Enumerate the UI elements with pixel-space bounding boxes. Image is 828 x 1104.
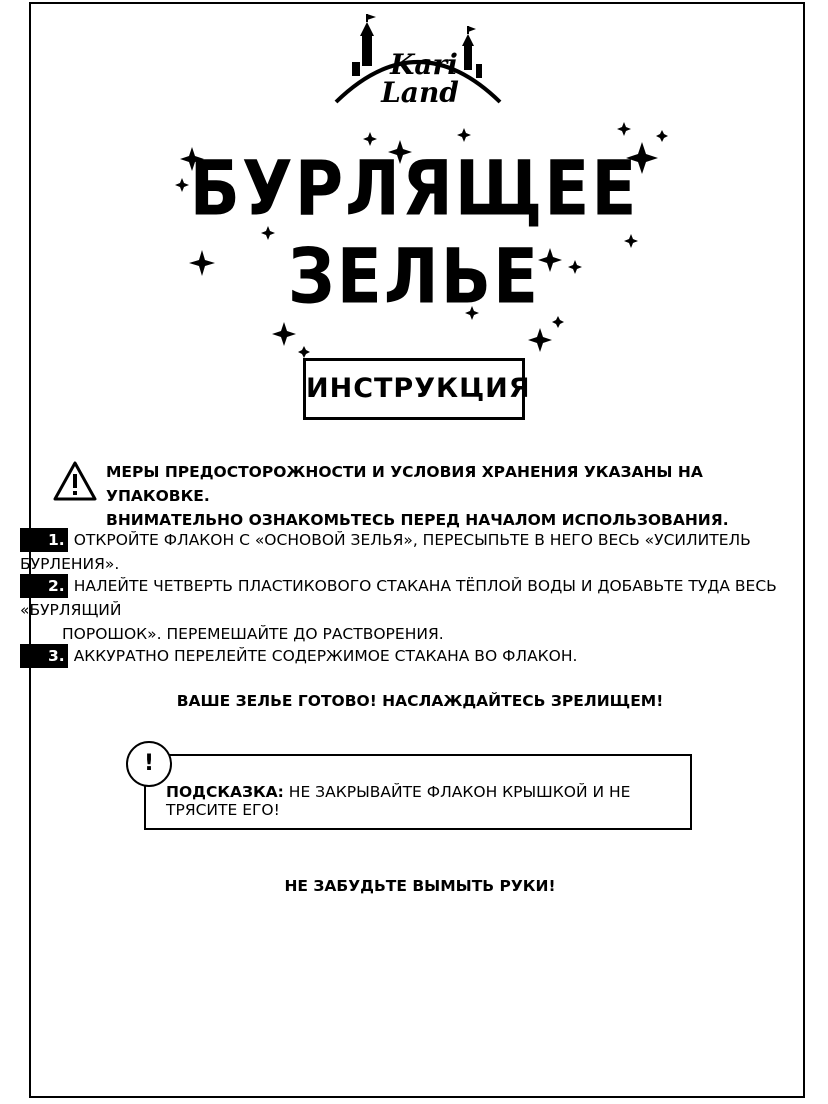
step-text: ОТКРОЙТЕ ФЛАКОН С «ОСНОВОЙ ЗЕЛЬЯ», ПЕРЕСЫПЬТЕ В НЕГО ВЕСЬ «УСИЛИТЕЛЬ БУРЛЕНИЯ».: [20, 531, 751, 573]
tip-text: [166, 783, 686, 819]
step-text-continued: ПОРОШОК». ПЕРЕМЕШАЙТЕ ДО РАСТВОРЕНИЯ.: [62, 625, 444, 643]
step-text: НАЛЕЙТЕ ЧЕТВЕРТЬ ПЛАСТИКОВОГО СТАКАНА ТЁПЛОЙ ВОДЫ И ДОБАВЬТЕ ТУДА ВЕСЬ «БУРЛЯЩИЙ: [20, 577, 777, 619]
kari-land-logo: [332, 12, 504, 108]
step-number: 2.: [20, 574, 68, 598]
title-line-2: ЗЕЛЬЕ: [287, 232, 541, 321]
warning-text: [106, 460, 806, 532]
step-text: АККУРАТНО ПЕРЕЛЕЙТЕ СОДЕРЖИМОЕ СТАКАНА ВО ФЛАКОН.: [73, 647, 578, 665]
warning-line-2: ВНИМАТЕЛЬНО ОЗНАКОМЬТЕСЬ ПЕРЕД НАЧАЛОМ ИСПОЛЬЗОВАНИЯ.: [106, 511, 729, 529]
step-number: 1.: [20, 528, 68, 552]
step-1: [20, 528, 810, 576]
ready-message: ВАШЕ ЗЕЛЬЕ ГОТОВО! НАСЛАЖДАЙТЕСЬ ЗРЕЛИЩЕМ!: [176, 692, 664, 710]
logo-text-land: Land: [381, 76, 459, 108]
step-2: [20, 574, 810, 646]
warning-triangle-icon: [52, 460, 98, 502]
warning-line-1: МЕРЫ ПРЕДОСТОРОЖНОСТИ И УСЛОВИЯ ХРАНЕНИЯ УКАЗАНЫ НА УПАКОВКЕ.: [106, 463, 703, 505]
instruction-badge: ИНСТРУКЦИЯ: [303, 358, 525, 420]
exclamation-icon: !: [126, 741, 172, 787]
title-line-1: БУРЛЯЩЕЕ: [189, 144, 639, 233]
step-3: [20, 644, 810, 668]
step-number: 3.: [20, 644, 68, 668]
footer-reminder: НЕ ЗАБУДЬТЕ ВЫМЫТЬ РУКИ!: [284, 877, 556, 895]
tip-body: НЕ ЗАКРЫВАЙТЕ ФЛАКОН КРЫШКОЙ И НЕ ТРЯСИТЕ ЕГО!: [166, 783, 631, 819]
logo-text-kari: Kari: [390, 48, 458, 81]
tip-label: ПОДСКАЗКА:: [166, 783, 284, 801]
